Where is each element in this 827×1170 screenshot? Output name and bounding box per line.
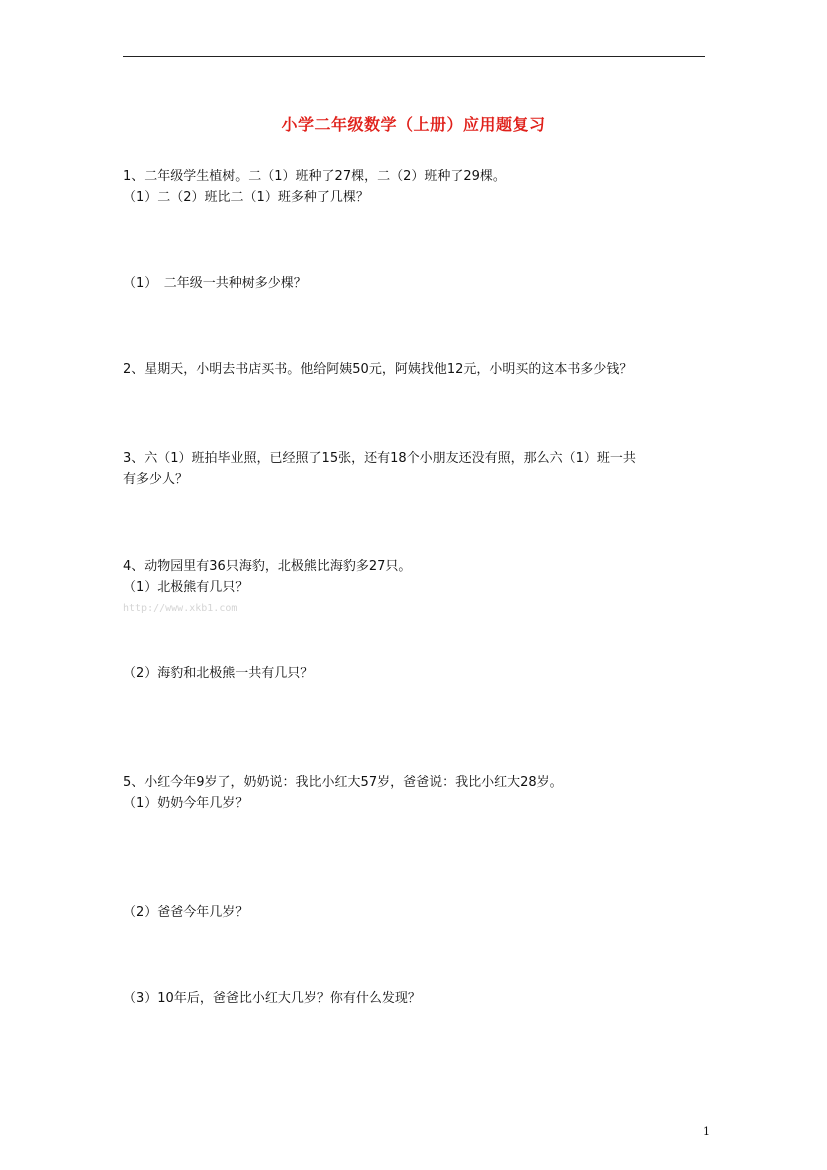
page-number: 1 [703,1125,710,1138]
q3-stem-line2: 有多少人？ [123,472,189,487]
q5-sub1: （1）奶奶今年几岁？ [123,796,249,811]
q3-stem-line1: 3、六（1）班拍毕业照，已经照了15张，还有18个小朋友还没有照，那么六（1）班一共 [123,451,636,466]
q5-stem: 5、小红今年9岁了，奶奶说：我比小红大57岁，爸爸说：我比小红大28岁。 [123,775,563,790]
q4-sub1: （1）北极熊有几只？ [123,580,249,595]
q1-sub2: （1） 二年级一共种树多少棵？ [123,276,307,291]
q2-stem: 2、星期天，小明去书店买书。他给阿姨50元，阿姨找他12元，小明买的这本书多少钱？ [123,362,633,377]
q5-sub2: （2）爸爸今年几岁？ [123,905,249,920]
document-title: 小学二年级数学（上册）应用题复习 [281,115,546,134]
q5-sub3: （3）10年后，爸爸比小红大几岁？你有什么发现？ [123,991,421,1006]
q4-sub2: （2）海豹和北极熊一共有几只？ [123,666,314,681]
header-rule [123,56,705,57]
q1-stem: 1、二年级学生植树。二（1）班种了27棵，二（2）班种了29棵。 [123,169,506,184]
watermark-url: http://www.xkb1.com [123,603,238,614]
q1-sub1: （1）二（2）班比二（1）班多种了几棵？ [123,190,369,205]
q4-stem: 4、动物园里有36只海豹，北极熊比海豹多27只。 [123,559,412,574]
